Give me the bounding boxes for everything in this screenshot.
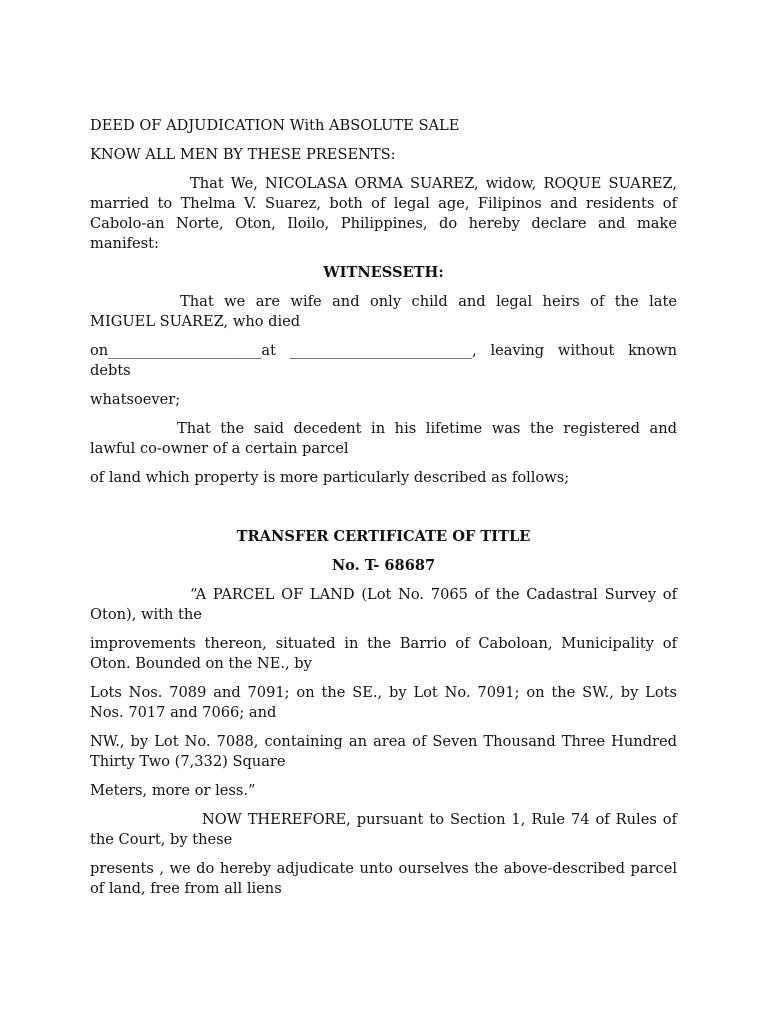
paragraph-area: NW., by Lot No. 7088, containing an area of Seven Thousand Three Hundred Thirty Two (7,332) Square [90, 733, 677, 770]
paragraph-whatsoever: whatsoever; [90, 391, 181, 408]
paragraph-meters: Meters, more or less.” [90, 782, 256, 799]
tct-heading: TRANSFER CERTIFICATE OF TITLE [236, 528, 531, 545]
paragraph-decedent: That the said decedent in his lifetime was the registered and lawful co-owner of a certain parcel [90, 420, 677, 457]
paragraph-now-therefore: NOW THEREFORE, pursuant to Section 1, Rule 74 of Rules of the Court, by these [90, 811, 677, 848]
paragraph-boundaries: Lots Nos. 7089 and 7091; on the SE., by Lot No. 7091; on the SW., by Lots Nos. 7017 and 7066; and [90, 684, 677, 721]
document-title: DEED OF ADJUDICATION With ABSOLUTE SALE [90, 117, 460, 134]
paragraph-land-description-intro: of land which property is more particularly described as follows; [90, 469, 570, 486]
spacer [90, 497, 677, 527]
paragraph-parcel: “A PARCEL OF LAND (Lot No. 7065 of the Cadastral Survey of Oton), with the [90, 586, 677, 623]
witnesseth-heading: WITNESSETH: [323, 264, 444, 281]
paragraph-death-details: on_____________________at _________________________, leaving without known debts [90, 342, 677, 379]
paragraph-parties: That We, NICOLASA ORMA SUAREZ, widow, ROQUE SUAREZ, married to Thelma V. Suarez, both of legal age, Filipinos and residents of Cabolo-an Norte, Oton, Iloilo, Philippines, do hereby declare and make manifest: [90, 175, 677, 252]
paragraph-adjudicate: presents , we do hereby adjudicate unto ourselves the above-described parcel of land, free from all liens [90, 860, 677, 897]
salutation: KNOW ALL MEN BY THESE PRESENTS: [90, 146, 396, 163]
paragraph-heirs: That we are wife and only child and legal heirs of the late MIGUEL SUAREZ, who died [90, 293, 677, 330]
document-page [90, 116, 677, 908]
paragraph-improvements: improvements thereon, situated in the Barrio of Caboloan, Municipality of Oton. Bounded on the NE., by [90, 635, 677, 672]
tct-number: No. T- 68687 [331, 557, 436, 574]
